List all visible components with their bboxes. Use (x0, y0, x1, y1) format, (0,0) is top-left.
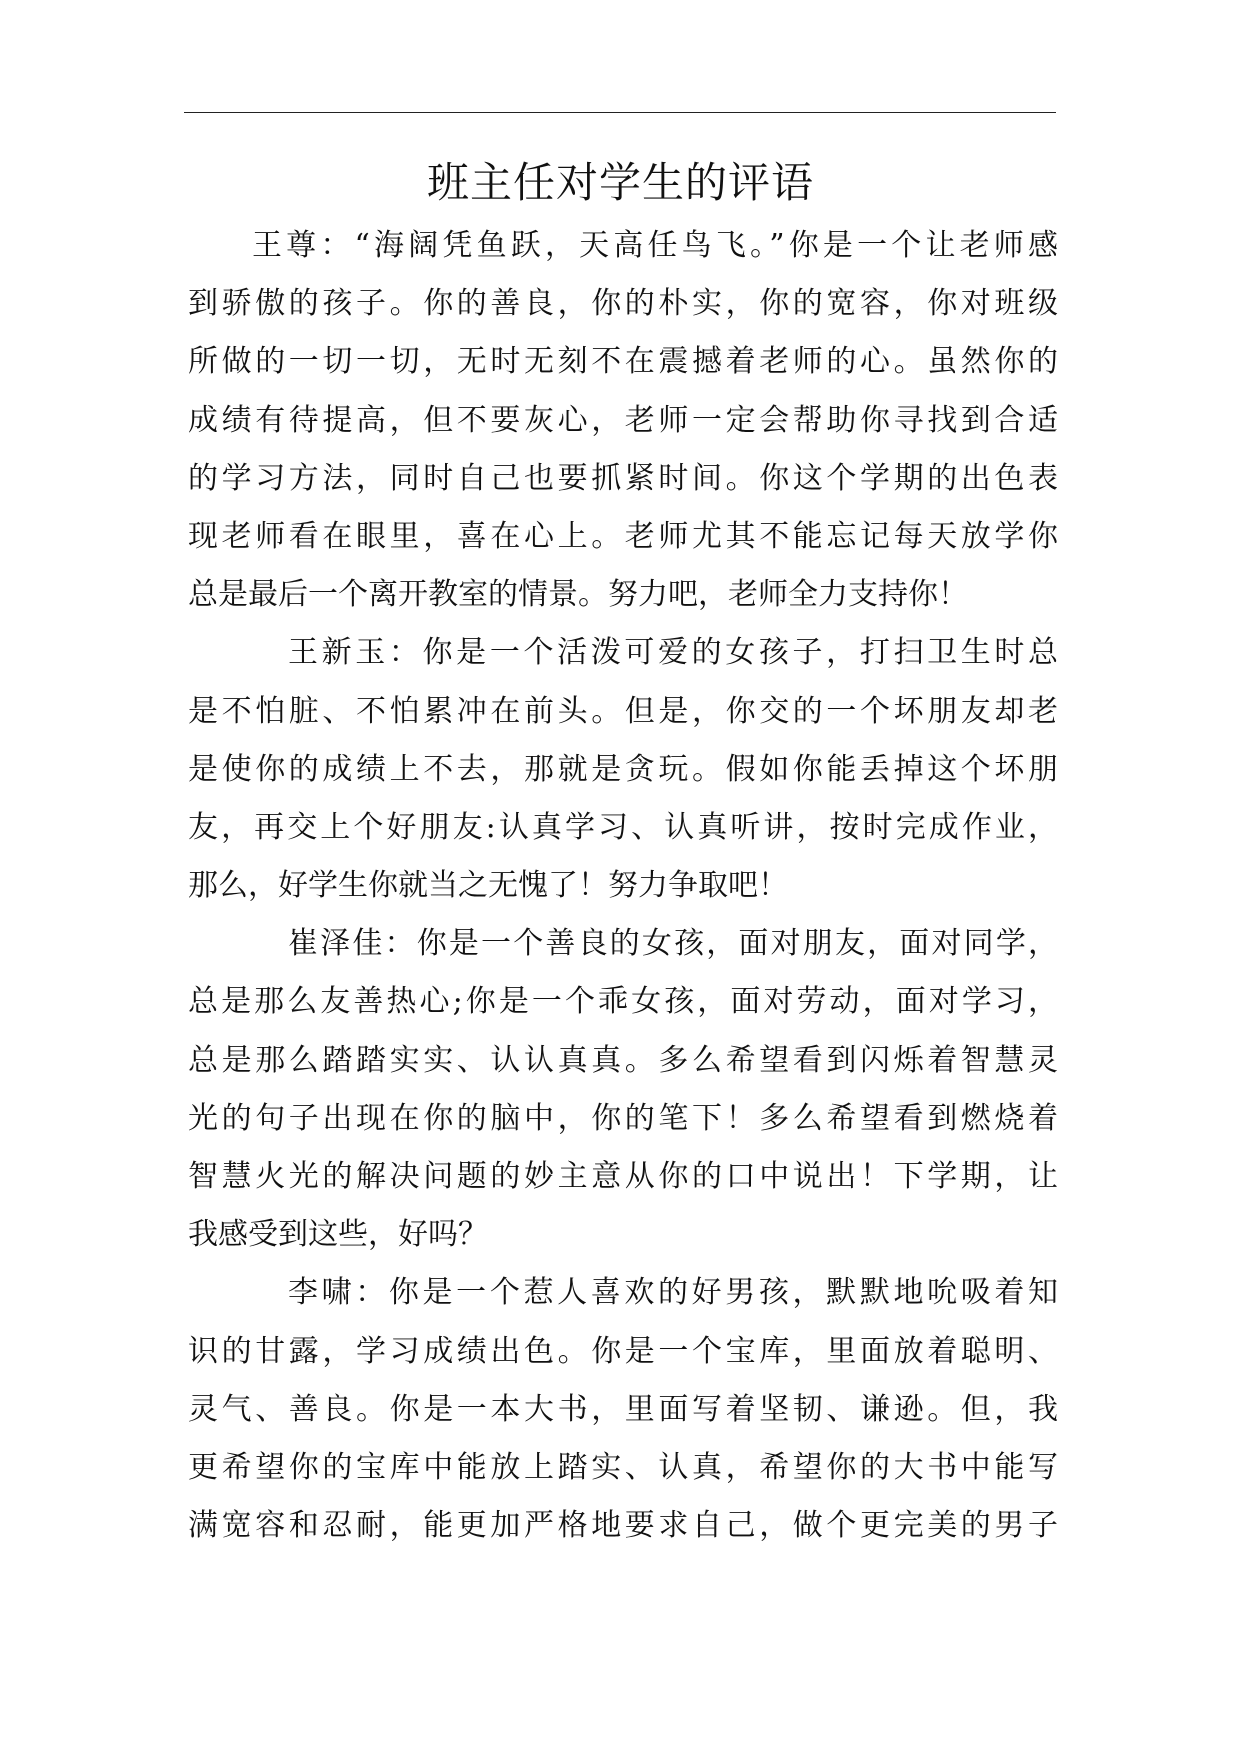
text-line: 王新玉：你是一个活泼可爱的女孩子，打扫卫生时总 (288, 635, 1058, 671)
text-line: 那么，好学生你就当之无愧了！努力争取吧！ (188, 868, 788, 904)
text-line: 是不怕脏、不怕累冲在前头。但是，你交的一个坏朋友却老 (188, 693, 1058, 729)
text-line: 李啸：你是一个惹人喜欢的好男孩，默默地吮吸着知 (288, 1275, 1058, 1311)
text-line: 总是那么踏踏实实、认认真真。多么希望看到闪烁着智慧灵 (188, 1042, 1058, 1078)
text-line: 满宽容和忍耐，能更加严格地要求自己，做个更完美的男子 (188, 1508, 1058, 1544)
text-line: 我感受到这些，好吗？ (188, 1217, 488, 1253)
text-line: 的学习方法，同时自己也要抓紧时间。你这个学期的出色表 (188, 460, 1058, 496)
text-line: 现老师看在眼里，喜在心上。老师尤其不能忘记每天放学你 (188, 518, 1058, 554)
document-title: 班主任对学生的评语 (426, 158, 814, 207)
text-line: 总是那么友善热心;你是一个乖女孩，面对劳动，面对学习， (188, 984, 1058, 1020)
text-line: 光的句子出现在你的脑中，你的笔下！多么希望看到燃烧着 (188, 1100, 1058, 1136)
text-line: 更希望你的宝库中能放上踏实、认真，希望你的大书中能写 (188, 1449, 1058, 1485)
text-line: 是使你的成绩上不去，那就是贪玩。假如你能丢掉这个坏朋 (188, 751, 1058, 787)
header-rule (184, 112, 1056, 113)
text-line: 智慧火光的解决问题的妙主意从你的口中说出！下学期，让 (188, 1159, 1058, 1194)
text-line: 总是最后一个离开教室的情景。努力吧，老师全力支持你！ (188, 577, 968, 613)
text-line: 所做的一切一切，无时无刻不在震撼着老师的心。虽然你的 (188, 344, 1058, 380)
text-line: 友，再交上个好朋友:认真学习、认真听讲，按时完成作业， (188, 809, 1058, 845)
text-line: 成绩有待提高，但不要灰心，老师一定会帮助你寻找到合适 (188, 402, 1058, 438)
text-line: 识的甘露，学习成绩出色。你是一个宝库，里面放着聪明、 (188, 1333, 1058, 1369)
document-body (188, 217, 1058, 1555)
text-line: 到骄傲的孩子。你的善良，你的朴实，你的宽容，你对班级 (188, 286, 1058, 322)
text-line: 王尊：“海阔凭鱼跃，天高任鸟飞。”你是一个让老师感 (252, 228, 1058, 263)
text-line: 崔泽佳：你是一个善良的女孩，面对朋友，面对同学， (288, 926, 1058, 962)
text-line: 灵气、善良。你是一本大书，里面写着坚韧、谦逊。但，我 (188, 1391, 1058, 1427)
